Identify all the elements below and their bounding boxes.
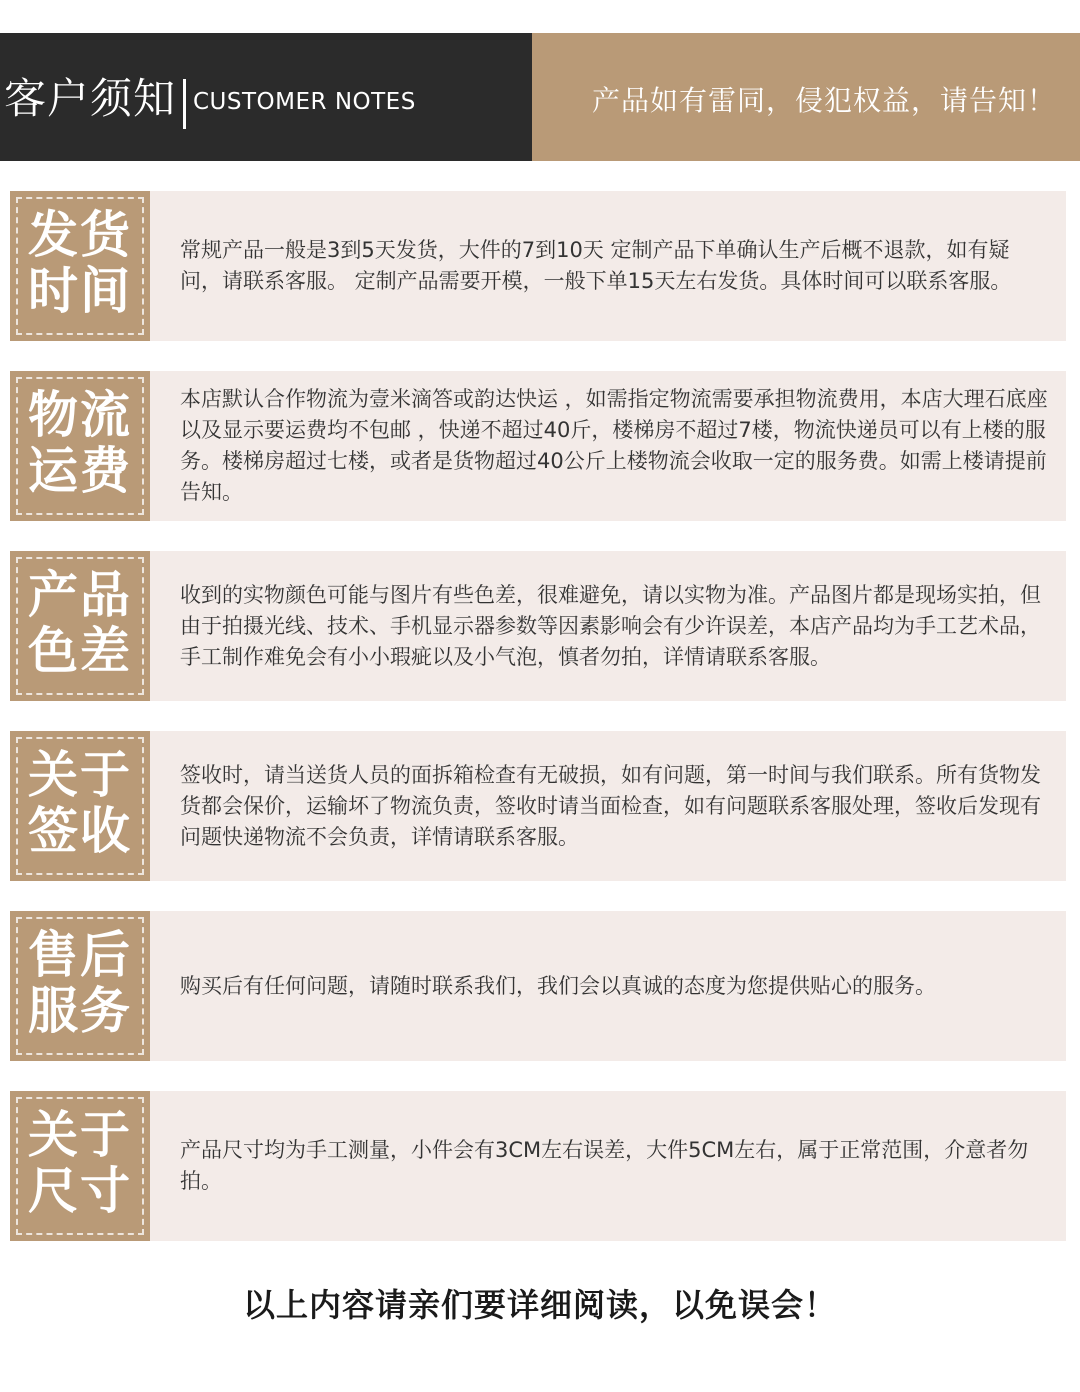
footer-notice: 以上内容请亲们要详细阅读，以免误会！ (242, 1286, 837, 1324)
section-text: 本店默认合作物流为壹米滴答或韵达快运 ，如需指定物流需要承担物流费用，本店大理石底座以及显示要运费均不包邮 ，快递不超过40斤，楼梯房不超过7楼，物流快递员可以有上楼的服务。楼梯房超过七楼，或者是货物超过40公斤上楼物流会收取一定的服务费。如需上楼请提前告知。 (180, 387, 1048, 504)
section-label: 发货时间 (28, 206, 132, 320)
page-title: 客户须知 (4, 74, 177, 123)
header-banner (0, 33, 1080, 161)
section-body (150, 911, 1066, 1061)
title-divider (183, 79, 186, 129)
section-body (150, 1091, 1066, 1241)
section-text: 签收时，请当送货人员的面拆箱检查有无破损，如有问题，第一时间与我们联系。所有货物发货都会保价，运输坏了物流负责，签收时请当面检查，如有问题联系客服处理，签收后发现有问题快递物流不会负责，详情请联系客服。 (180, 762, 1041, 849)
section-dimensions (10, 1091, 1066, 1241)
section-text: 收到的实物颜色可能与图片有些色差，很难避免，请以实物为准。产品图片都是现场实拍，但由于拍摄光线、技术、手机显示器参数等因素影响会有少许误差，本店产品均为手工艺术品，手工制作难免会有小小瑕疵以及小气泡，慎者勿拍，详情请联系客服。 (180, 582, 1041, 669)
section-text: 购买后有任何问题，请随时联系我们，我们会以真诚的态度为您提供贴心的服务。 (180, 973, 936, 998)
header-right-panel (532, 33, 1080, 161)
section-logistics-fee (10, 371, 1066, 521)
section-body (150, 551, 1066, 701)
section-label: 关于签收 (28, 746, 132, 860)
section-after-sales (10, 911, 1066, 1061)
section-text: 产品尺寸均为手工测量，小件会有3CM左右误差，大件5CM左右，属于正常范围，介意者勿拍。 (180, 1138, 1029, 1193)
section-label: 产品色差 (28, 566, 132, 680)
section-body (150, 371, 1066, 521)
copyright-notice: 产品如有雷同，侵犯权益，请告知！ (591, 84, 1056, 117)
section-body (150, 191, 1066, 341)
section-label: 物流运费 (28, 386, 132, 500)
section-body (150, 731, 1066, 881)
top-strip (0, 0, 1080, 30)
section-receipt (10, 731, 1066, 881)
section-label-box (10, 371, 150, 521)
header-left-panel (0, 33, 532, 161)
section-label: 关于尺寸 (28, 1106, 132, 1220)
section-label-box (10, 911, 150, 1061)
section-text: 常规产品一般是3到5天发货，大件的7到10天 定制产品下单确认生产后概不退款，如有疑问，请联系客服。 定制产品需要开模，一般下单15天左右发货。具体时间可以联系客服。 (180, 238, 1012, 293)
section-label-box (10, 1091, 150, 1241)
section-label: 售后服务 (28, 926, 132, 1040)
section-label-box (10, 731, 150, 881)
section-color-difference (10, 551, 1066, 701)
section-label-box (10, 551, 150, 701)
page-subtitle: CUSTOMER NOTES (193, 89, 416, 115)
section-shipping-time (10, 191, 1066, 341)
section-label-box (10, 191, 150, 341)
